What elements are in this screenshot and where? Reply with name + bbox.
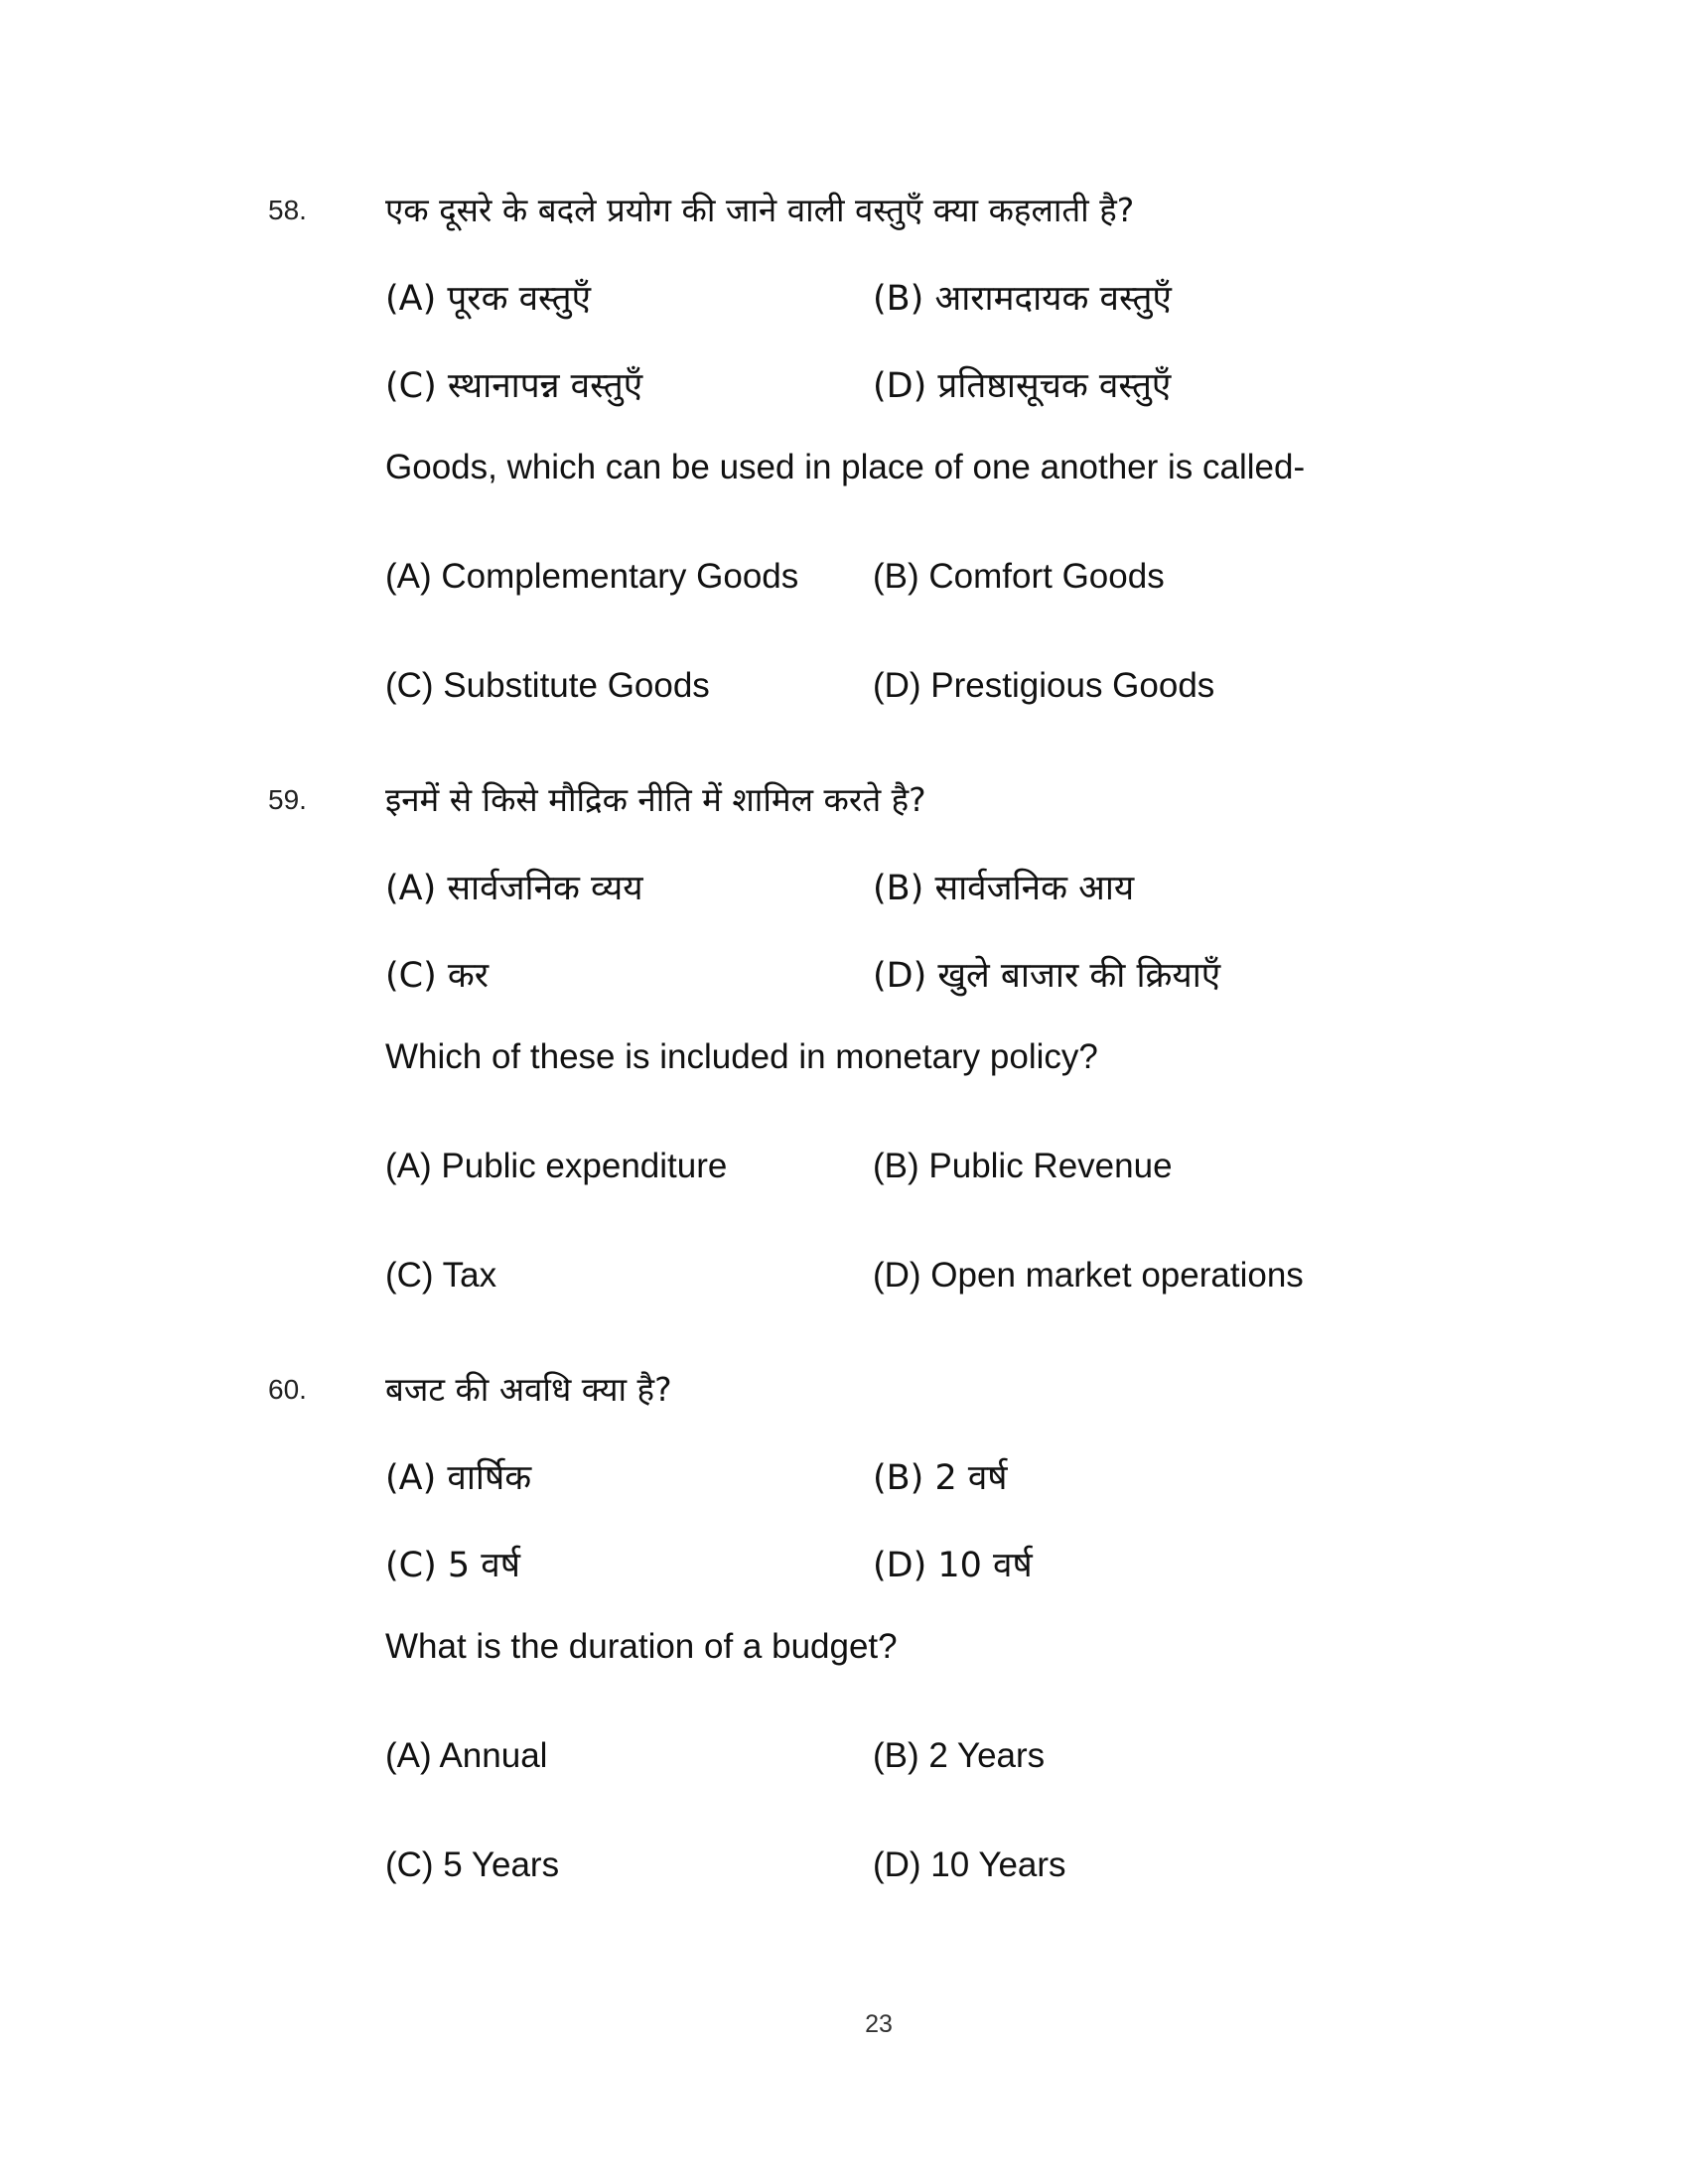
page-number: 23 [865,2010,893,2038]
question-number: 58. [268,195,307,225]
hindi-option-a: (A) सार्वजनिक व्यय [385,869,643,908]
english-question-text: Goods, which can be used in place of one another is called- [385,448,1306,486]
hindi-option-a: (A) वार्षिक [385,1458,532,1498]
hindi-option-d: (D) प्रतिष्ठासूचक वस्तुएँ [873,366,1172,406]
english-option-c: (C) Tax [385,1256,497,1295]
hindi-option-a: (A) पूरक वस्तुएँ [385,279,591,319]
english-option-a: (A) Public expenditure [385,1147,728,1185]
english-option-c: (C) 5 Years [385,1845,560,1884]
hindi-option-c: (C) कर [385,956,490,996]
hindi-option-d: (D) खुले बाजार की क्रियाएँ [873,956,1221,996]
hindi-question-text: बजट की अवधि क्या है? [385,1370,672,1409]
hindi-option-c: (C) 5 वर्ष [385,1546,520,1585]
english-option-b: (B) Public Revenue [873,1147,1173,1185]
english-option-a: (A) Complementary Goods [385,557,799,596]
hindi-option-b: (B) 2 वर्ष [873,1458,1008,1498]
english-option-b: (B) 2 Years [873,1736,1046,1775]
hindi-option-c: (C) स्थानापन्न वस्तुएँ [385,366,643,406]
english-option-d: (D) Prestigious Goods [873,666,1215,705]
hindi-option-d: (D) 10 वर्ष [873,1546,1033,1585]
hindi-option-b: (B) सार्वजनिक आय [873,869,1135,908]
english-option-d: (D) 10 Years [873,1845,1066,1884]
english-option-b: (B) Comfort Goods [873,557,1165,596]
question-number: 60. [268,1374,307,1405]
english-option-c: (C) Substitute Goods [385,666,710,705]
hindi-question-text: इनमें से किसे मौद्रिक नीति में शामिल करते है? [385,780,926,819]
question-number: 59. [268,784,307,815]
english-option-d: (D) Open market operations [873,1256,1304,1295]
english-question-text: What is the duration of a budget? [385,1627,898,1666]
english-option-a: (A) Annual [385,1736,548,1775]
hindi-option-b: (B) आरामदायक वस्तुएँ [873,279,1172,319]
english-question-text: Which of these is included in monetary policy? [385,1037,1098,1076]
hindi-question-text: एक दूसरे के बदले प्रयोग की जाने वाली वस्तुएँ क्या कहलाती है? [385,191,1135,229]
